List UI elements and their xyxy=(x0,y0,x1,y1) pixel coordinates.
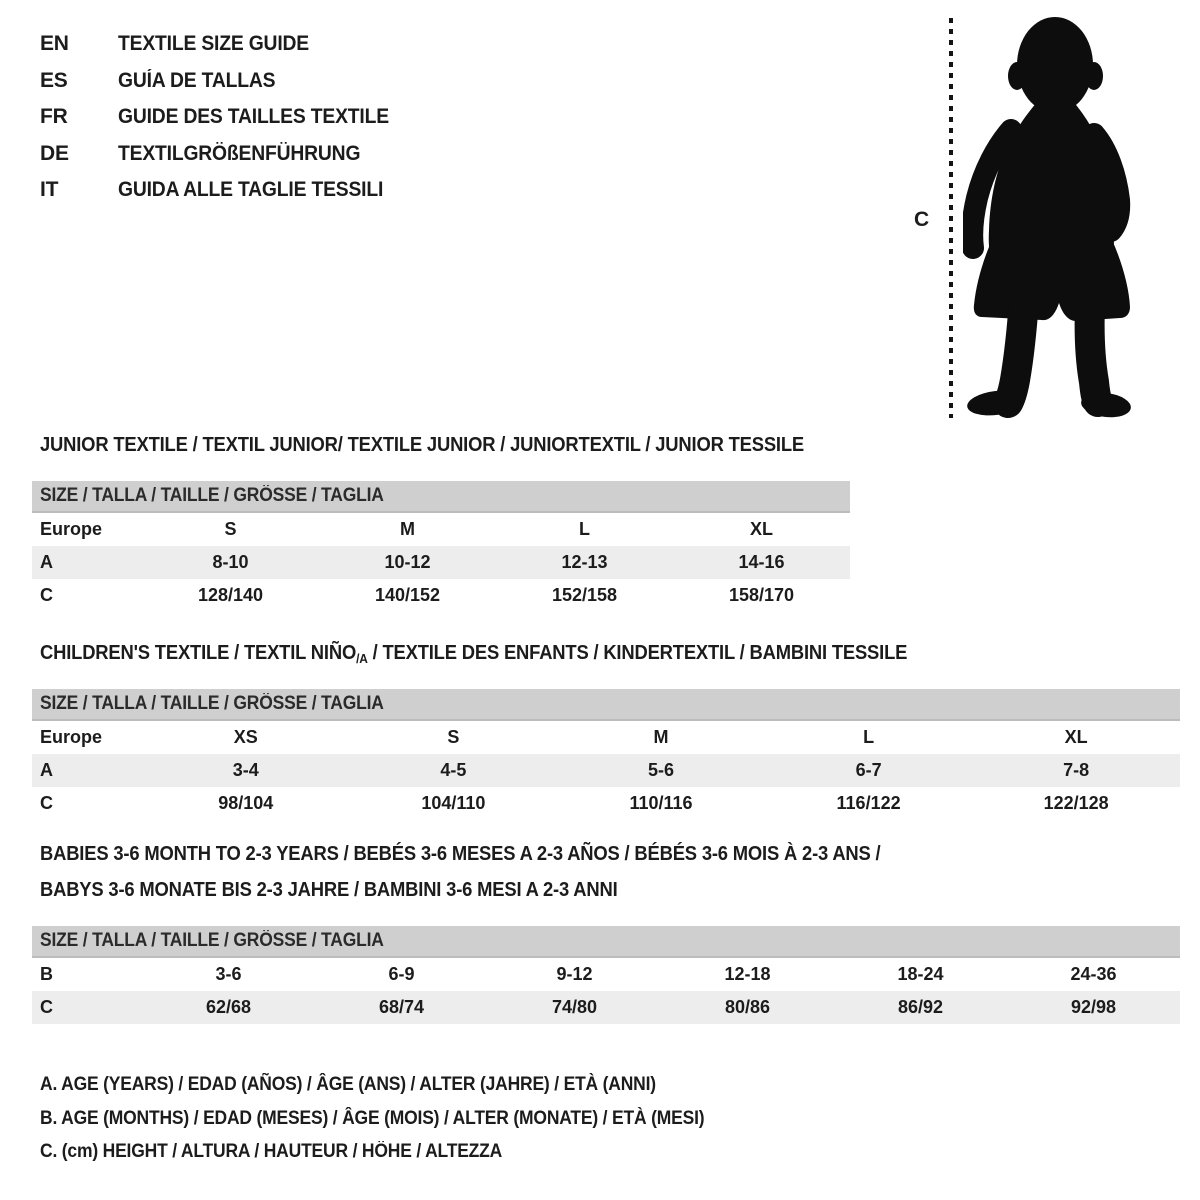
height-value: 122/128 xyxy=(1043,793,1109,813)
children-title-pre: CHILDREN'S TEXTILE / TEXTIL NIÑO xyxy=(40,642,357,664)
row-label: Europe xyxy=(40,519,103,539)
legend-line-a-text: A. AGE (YEARS) / EDAD (AÑOS) / ÂGE (ANS) / ALTER (JAHRE) / ETÀ (ANNI) xyxy=(40,1074,656,1095)
height-value: 80/86 xyxy=(724,997,771,1017)
table-row-height xyxy=(32,991,1180,1024)
height-value: 74/80 xyxy=(551,997,598,1017)
language-code: ES xyxy=(40,68,68,92)
height-value: 68/74 xyxy=(378,997,425,1017)
language-title: GUÍA DE TALLAS xyxy=(118,68,276,92)
age-value: 14-16 xyxy=(738,552,785,572)
table-row-sizes xyxy=(32,513,850,546)
legend-line-a xyxy=(40,1068,762,1102)
height-value: 104/110 xyxy=(421,793,486,813)
table-row-age xyxy=(32,546,850,579)
size-header-bar xyxy=(32,926,1180,958)
height-value: 98/104 xyxy=(218,793,274,813)
size-column-header: M xyxy=(400,519,415,539)
legend xyxy=(40,1068,762,1169)
age-months-value: 9-12 xyxy=(556,964,593,984)
age-value: 8-10 xyxy=(212,552,249,572)
babies-title-line1-text: BABIES 3-6 MONTH TO 2-3 YEARS / BEBÉS 3-6 MESES A 2-3 AÑOS / BÉBÉS 3-6 MOIS À 2-3 ANS / xyxy=(40,843,881,865)
age-months-value: 6-9 xyxy=(388,964,415,984)
table-row-age-months xyxy=(32,958,1180,991)
junior-section-title xyxy=(40,434,870,457)
table-row-height xyxy=(32,579,850,612)
language-title: TEXTILE SIZE GUIDE xyxy=(118,32,309,55)
row-label: C xyxy=(40,793,53,813)
language-title: TEXTILGRÖßENFÜHRUNG xyxy=(118,141,361,165)
height-value: 128/140 xyxy=(197,585,264,605)
language-row-es xyxy=(40,63,412,100)
babies-size-table xyxy=(32,926,1180,1024)
size-column-header: S xyxy=(224,519,237,539)
legend-line-b-text: B. AGE (MONTHS) / EDAD (MESES) / ÂGE (MOIS) / ALTER (MONATE) / ETÀ (MESI) xyxy=(40,1107,705,1129)
language-title: GUIDE DES TAILLES TEXTILE xyxy=(118,105,389,128)
age-value: 12-13 xyxy=(561,552,608,572)
children-title-post: / TEXTILE DES ENFANTS / KINDERTEXTIL / BAMBINI TESSILE xyxy=(367,642,908,664)
babies-section-title-line2 xyxy=(40,879,668,902)
height-value: 140/152 xyxy=(374,585,441,605)
size-header-label: SIZE / TALLA / TAILLE / GRÖSSE / TAGLIA xyxy=(40,485,384,506)
age-months-value: 12-18 xyxy=(724,964,771,984)
size-header-bar xyxy=(32,689,1180,721)
language-code: DE xyxy=(40,141,69,165)
children-section-title-text xyxy=(40,642,907,666)
language-guide-header xyxy=(40,26,412,209)
age-months-value: 24-36 xyxy=(1070,964,1117,984)
junior-size-table xyxy=(32,481,850,612)
age-value: 7-8 xyxy=(1063,760,1090,780)
language-row-it xyxy=(40,172,412,209)
size-column-header: XL xyxy=(749,519,773,539)
language-title: GUIDA ALLE TAGLIE TESSILI xyxy=(118,178,384,201)
age-months-value: 3-6 xyxy=(215,964,242,984)
row-label: A xyxy=(40,552,53,572)
toddler-silhouette-icon xyxy=(963,12,1140,422)
language-code: EN xyxy=(40,32,69,55)
height-measure-label: C xyxy=(914,208,930,231)
junior-section-title-text: JUNIOR TEXTILE / TEXTIL JUNIOR/ TEXTILE JUNIOR / JUNIORTEXTIL / JUNIOR TESSILE xyxy=(40,434,805,456)
size-column-header: XS xyxy=(233,727,258,747)
size-header-label: SIZE / TALLA / TAILLE / GRÖSSE / TAGLIA xyxy=(40,693,384,714)
height-value: 86/92 xyxy=(897,997,944,1017)
table-row-age xyxy=(32,754,1180,787)
legend-line-b xyxy=(40,1102,762,1136)
height-value: 92/98 xyxy=(1070,997,1117,1017)
age-value: 4-5 xyxy=(440,760,467,780)
age-value: 6-7 xyxy=(855,760,882,780)
size-column-header: L xyxy=(579,519,590,539)
babies-title-line2-text: BABYS 3-6 MONATE BIS 2-3 JAHRE / BAMBINI 3-6 MESI A 2-3 ANNI xyxy=(40,879,618,901)
age-value: 3-4 xyxy=(232,760,259,780)
language-row-de xyxy=(40,136,412,173)
size-column-header: S xyxy=(447,727,460,747)
language-row-en xyxy=(40,26,412,63)
height-value: 152/158 xyxy=(551,585,618,605)
row-label: C xyxy=(40,585,53,605)
height-value: 158/170 xyxy=(728,585,795,605)
age-value: 5-6 xyxy=(647,760,674,780)
height-dashed-line xyxy=(949,18,953,418)
height-value: 62/68 xyxy=(205,997,252,1017)
legend-line-c xyxy=(40,1135,762,1169)
language-code: IT xyxy=(40,178,59,201)
height-value: 116/122 xyxy=(836,793,901,813)
babies-section-title-line1 xyxy=(40,843,954,866)
age-value: 10-12 xyxy=(384,552,431,572)
size-header-label: SIZE / TALLA / TAILLE / GRÖSSE / TAGLIA xyxy=(40,930,384,951)
size-column-header: L xyxy=(863,727,875,747)
children-title-sub: /A xyxy=(356,651,368,666)
row-label: Europe xyxy=(40,727,103,747)
table-row-height xyxy=(32,787,1180,820)
size-column-header: XL xyxy=(1064,727,1088,747)
age-months-value: 18-24 xyxy=(897,964,944,984)
table-row-sizes xyxy=(32,721,1180,754)
size-column-header: M xyxy=(653,727,669,747)
language-row-fr xyxy=(40,99,412,136)
legend-line-c-text: C. (cm) HEIGHT / ALTURA / HAUTEUR / HÖHE / ALTEZZA xyxy=(40,1141,503,1162)
height-value: 110/116 xyxy=(629,793,693,813)
row-label: C xyxy=(40,997,53,1017)
size-header-bar xyxy=(32,481,850,513)
row-label: A xyxy=(40,760,53,780)
language-code: FR xyxy=(40,105,68,128)
children-size-table xyxy=(32,689,1180,820)
row-label: B xyxy=(40,964,53,984)
children-section-title xyxy=(40,642,983,666)
